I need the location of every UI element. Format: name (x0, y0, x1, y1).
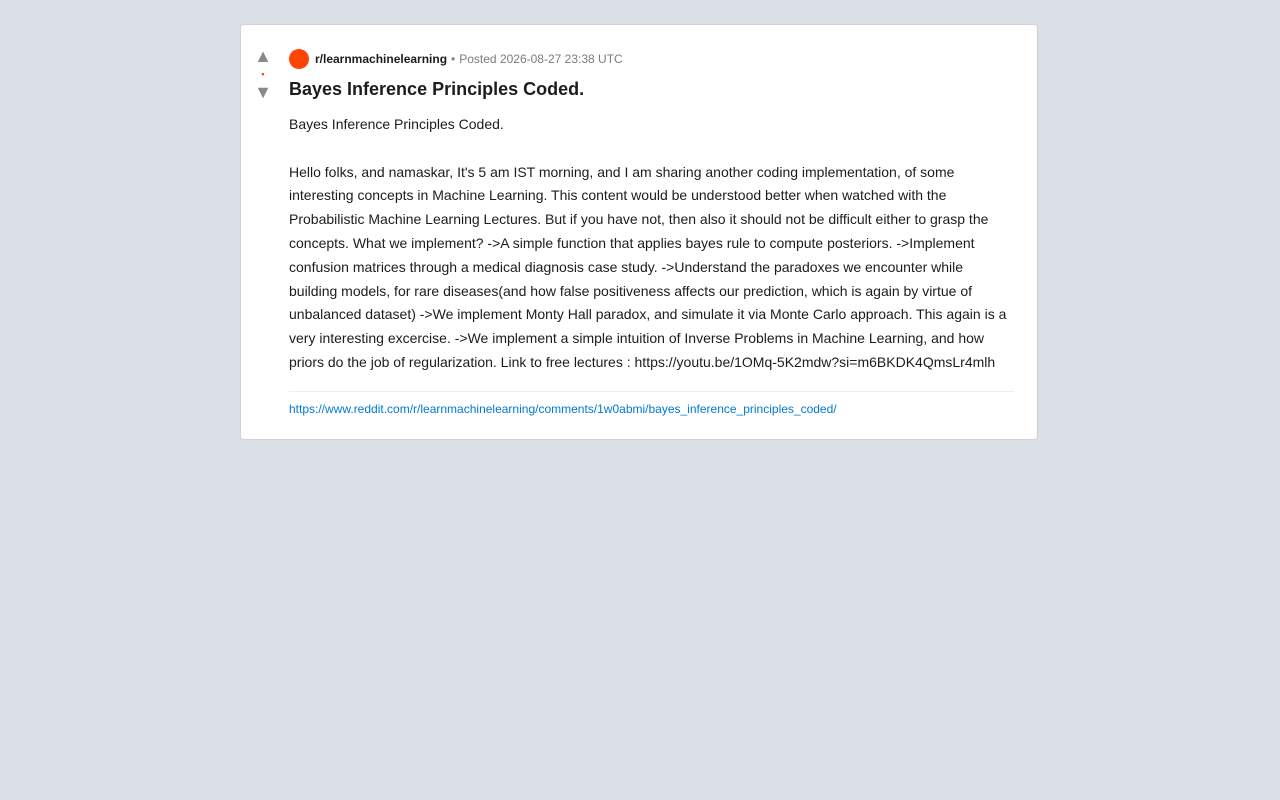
post-footer (289, 391, 1014, 417)
post-meta (289, 49, 1014, 69)
subreddit-link[interactable]: r/learnmachinelearning (315, 52, 448, 66)
post-body-paragraph: Hello folks, and namaskar, It's 5 am IST morning, and I am sharing another coding implementation, of some interesting concepts in Machine Learning. This content would be understood better when watched with the Probabilistic Machine Learning Lectures. But if you have not, then also it should not be difficult either to grasp the concepts. What we implement? ->A simple function that applies bayes rule to compute posteriors. ->Implement confusion matrices through a medical diagnosis case study. ->Understand the paradoxes we encounter while building models, for rare diseases(and how false positiveness affects our prediction, which is again by virtue of unbalanced dataset) ->We implement Monty Hall paradox, and simulate it via Monte Carlo approach. This again is a very interesting excercise. ->We implement a simple intuition of Inverse Problems in Machine Learning, and how priors do the job of regularization. Link to free lectures : https://youtu.be/1OMq-5K2mdw?si=m6BKDK4QmsLr4mlh (289, 163, 1007, 370)
post-content (289, 49, 1014, 417)
upvote-arrow-icon[interactable]: ▲ (254, 46, 272, 66)
post-body (289, 113, 1014, 375)
posted-timestamp: Posted 2026-08-27 23:38 UTC (459, 52, 623, 66)
vote-score: • (261, 69, 265, 79)
post-title[interactable]: Bayes Inference Principles Coded. (289, 79, 585, 99)
permalink[interactable]: https://www.reddit.com/r/learnmachinelearning/comments/1w0abmi/bayes_inference_principles_coded/ (289, 401, 837, 416)
post-body-paragraph: Bayes Inference Principles Coded. (289, 116, 504, 132)
meta-separator: • (451, 52, 456, 66)
vote-column (241, 47, 285, 101)
post-card (240, 24, 1038, 440)
subreddit-avatar-icon[interactable] (289, 49, 309, 69)
downvote-arrow-icon[interactable]: ▼ (254, 82, 272, 102)
paragraph-gap (289, 137, 1014, 161)
